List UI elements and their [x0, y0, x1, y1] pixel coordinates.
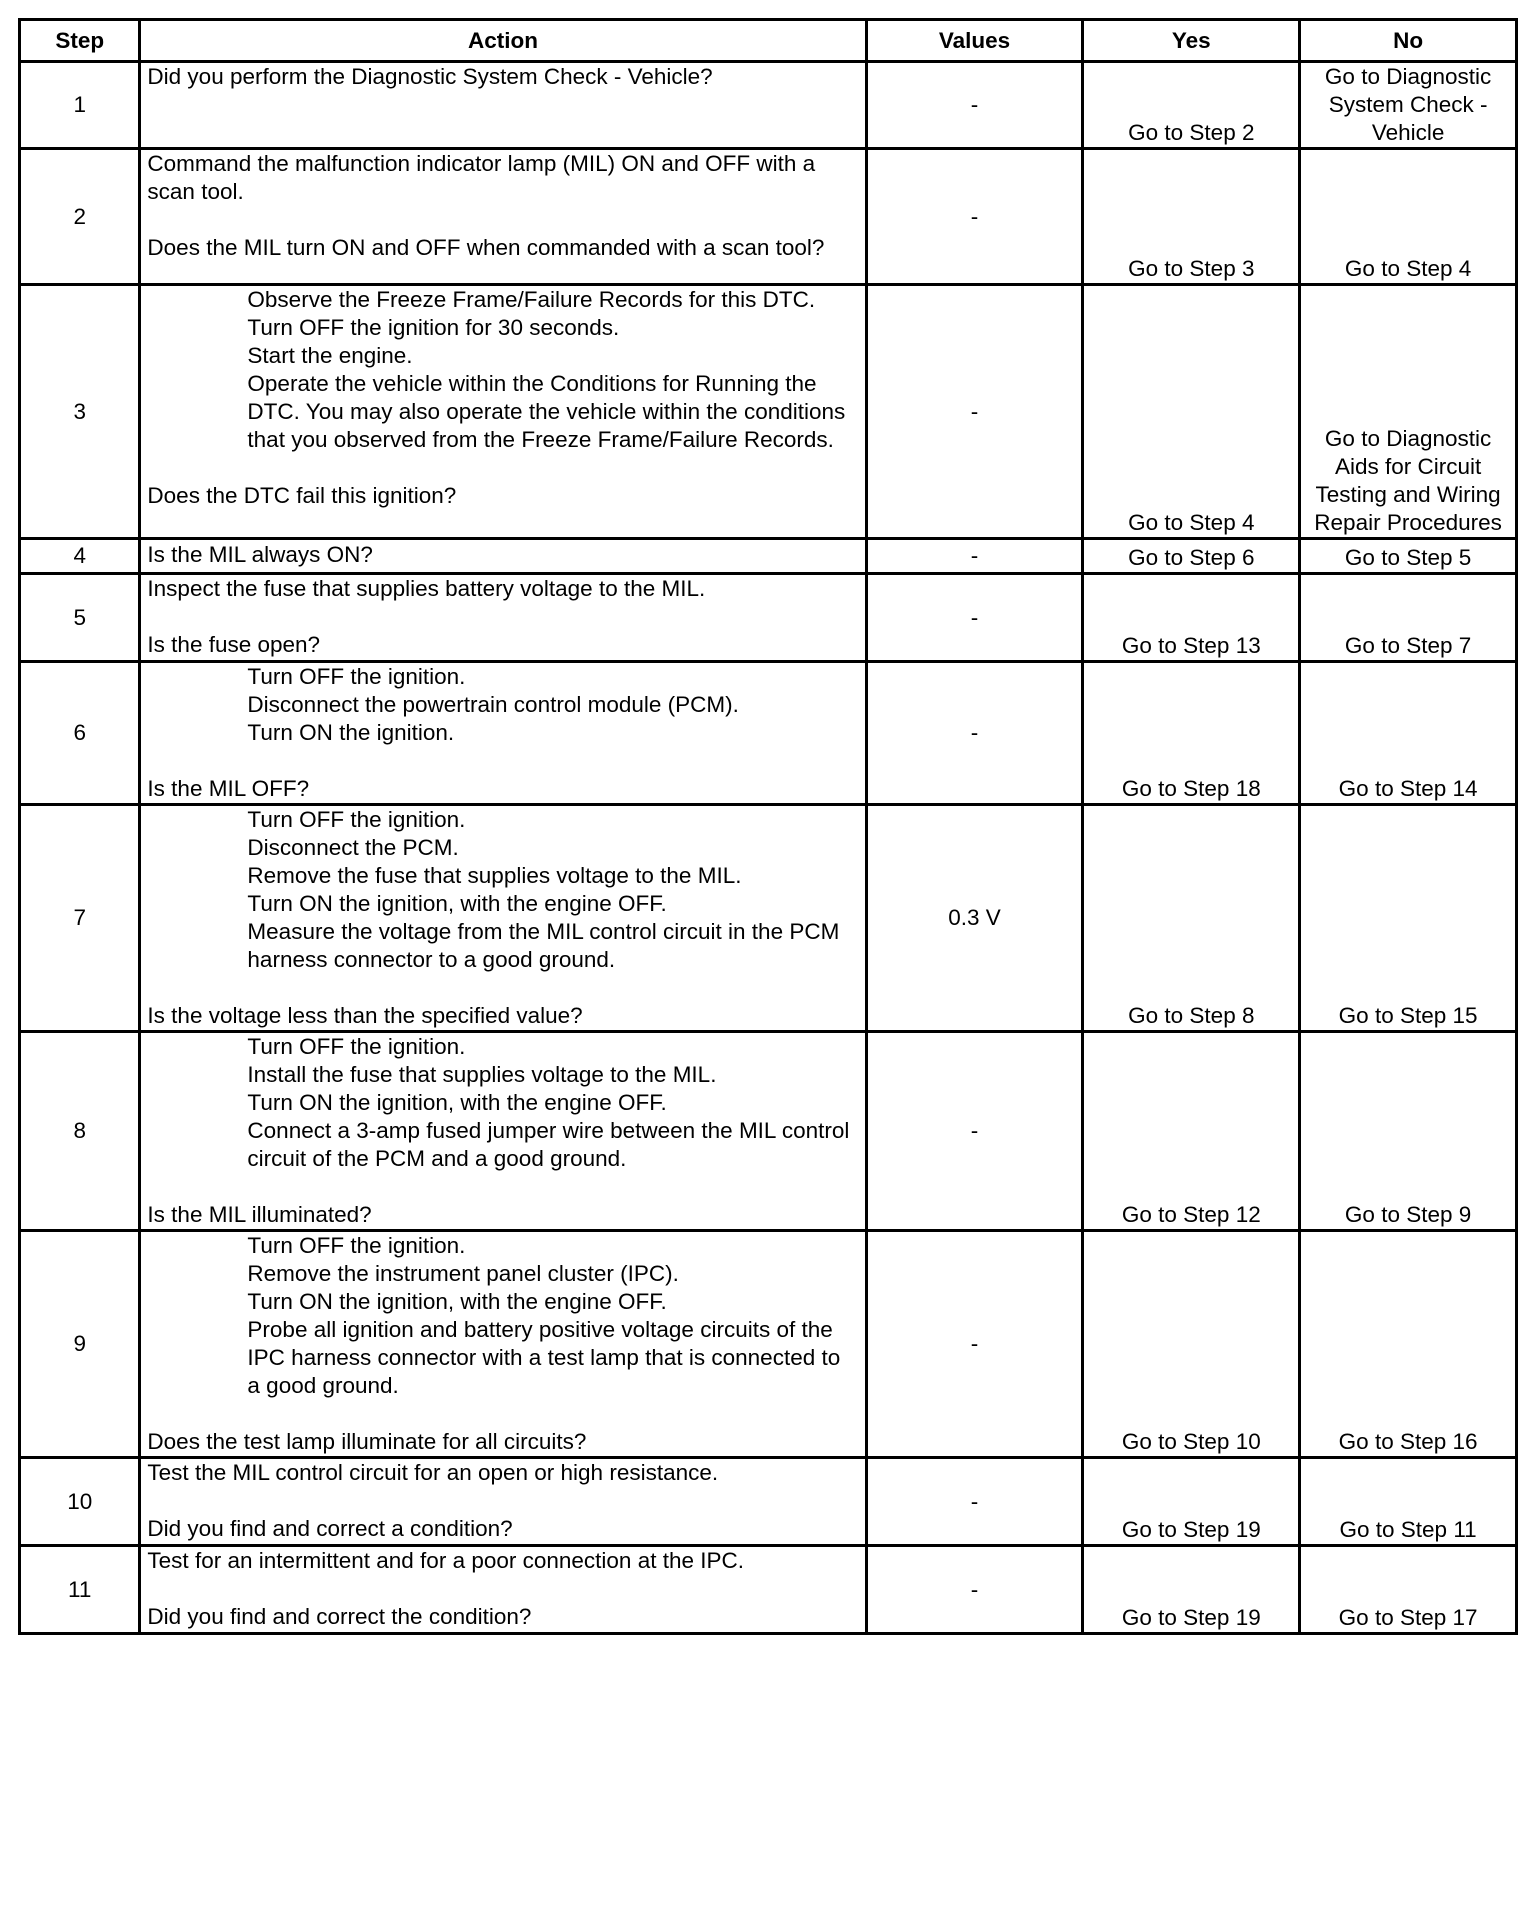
- step-number: 1: [20, 62, 140, 149]
- action-question: Does the test lamp illuminate for all circuits?: [147, 1429, 587, 1454]
- yes-cell: Go to Step 4: [1083, 285, 1300, 539]
- no-cell: Go to Diagnostic Aids for Circuit Testing and Wiring Repair Procedures: [1300, 285, 1517, 539]
- action-substep: Measure the voltage from the MIL control circuit in the PCM harness connector to a good ground.: [247, 919, 846, 972]
- value-cell: -: [866, 1032, 1083, 1231]
- no-cell: Go to Step 4: [1300, 149, 1517, 285]
- action-substep: Turn OFF the ignition.: [247, 1233, 466, 1258]
- table-row: [20, 149, 1517, 285]
- action-cell: [140, 574, 866, 662]
- action-substep: Operate the vehicle within the Conditions for Running the DTC. You may also operate the vehicle within the conditions that you observed from the Freeze Frame/Failure Records.: [247, 371, 852, 452]
- action-question: Did you find and correct the condition?: [147, 1604, 532, 1629]
- table-row: [20, 1546, 1517, 1634]
- action-question: Is the MIL illuminated?: [147, 1202, 372, 1227]
- no-cell: Go to Step 16: [1300, 1231, 1517, 1458]
- yes-cell: Go to Step 8: [1083, 805, 1300, 1032]
- action-cell: [140, 805, 866, 1032]
- action-substep: Start the engine.: [247, 343, 413, 368]
- action-question: Does the MIL turn ON and OFF when commanded with a scan tool?: [147, 235, 825, 260]
- table-row: [20, 1032, 1517, 1231]
- action-substep: Turn OFF the ignition.: [247, 807, 466, 832]
- table-row: [20, 1458, 1517, 1546]
- action-substep: Turn OFF the ignition.: [247, 664, 466, 689]
- action-substep: Connect a 3-amp fused jumper wire between the MIL control circuit of the PCM and a good ground.: [247, 1118, 856, 1171]
- step-number: 8: [20, 1032, 140, 1231]
- action-question: Is the voltage less than the specified value?: [147, 1003, 583, 1028]
- yes-cell: Go to Step 12: [1083, 1032, 1300, 1231]
- table-row: [20, 285, 1517, 539]
- step-number: 9: [20, 1231, 140, 1458]
- action-substep: Turn ON the ignition, with the engine OFF.: [247, 1090, 667, 1115]
- no-cell: Go to Step 14: [1300, 662, 1517, 805]
- action-question: Did you find and correct a condition?: [147, 1516, 513, 1541]
- step-number: 4: [20, 539, 140, 574]
- action-question: Did you perform the Diagnostic System Check - Vehicle?: [147, 64, 713, 89]
- action-substep: Turn OFF the ignition for 30 seconds.: [247, 315, 620, 340]
- table-row: [20, 805, 1517, 1032]
- action-substep: Disconnect the powertrain control module (PCM).: [247, 692, 739, 717]
- action-substep: Disconnect the PCM.: [247, 835, 459, 860]
- header-step: Step: [20, 20, 140, 62]
- action-cell: [140, 1231, 866, 1458]
- action-question: Is the MIL OFF?: [147, 776, 310, 801]
- no-cell: Go to Step 11: [1300, 1458, 1517, 1546]
- action-cell: [140, 662, 866, 805]
- action-question: Is the fuse open?: [147, 632, 321, 657]
- action-cell: [140, 1032, 866, 1231]
- no-cell: Go to Step 9: [1300, 1032, 1517, 1231]
- step-number: 5: [20, 574, 140, 662]
- yes-cell: Go to Step 3: [1083, 149, 1300, 285]
- no-cell: Go to Step 5: [1300, 539, 1517, 574]
- action-substep: Observe the Freeze Frame/Failure Records for this DTC.: [247, 287, 816, 312]
- header-values: Values: [866, 20, 1083, 62]
- table-header-row: [20, 20, 1517, 62]
- value-cell: 0.3 V: [866, 805, 1083, 1032]
- action-intro: Inspect the fuse that supplies battery voltage to the MIL.: [147, 576, 706, 601]
- action-substep: Turn ON the ignition.: [247, 720, 455, 745]
- table-row: [20, 1231, 1517, 1458]
- value-cell: -: [866, 1231, 1083, 1458]
- action-substep: Turn ON the ignition, with the engine OFF.: [247, 891, 667, 916]
- yes-cell: Go to Step 2: [1083, 62, 1300, 149]
- table-row: [20, 62, 1517, 149]
- no-cell: Go to Diagnostic System Check - Vehicle: [1300, 62, 1517, 149]
- value-cell: -: [866, 285, 1083, 539]
- step-number: 2: [20, 149, 140, 285]
- value-cell: -: [866, 662, 1083, 805]
- yes-cell: Go to Step 19: [1083, 1546, 1300, 1634]
- no-cell: Go to Step 15: [1300, 805, 1517, 1032]
- diagnostic-table: [18, 18, 1518, 1635]
- action-question: Does the DTC fail this ignition?: [147, 483, 457, 508]
- yes-cell: Go to Step 10: [1083, 1231, 1300, 1458]
- action-cell: [140, 1546, 866, 1634]
- value-cell: -: [866, 574, 1083, 662]
- action-cell: [140, 285, 866, 539]
- step-number: 6: [20, 662, 140, 805]
- yes-cell: Go to Step 18: [1083, 662, 1300, 805]
- step-number: 3: [20, 285, 140, 539]
- action-cell: [140, 539, 866, 574]
- no-cell: Go to Step 17: [1300, 1546, 1517, 1634]
- no-cell: Go to Step 7: [1300, 574, 1517, 662]
- table-row: [20, 574, 1517, 662]
- action-intro: Test for an intermittent and for a poor connection at the IPC.: [147, 1548, 745, 1573]
- table-row: [20, 662, 1517, 805]
- action-substep: Remove the instrument panel cluster (IPC).: [247, 1261, 679, 1286]
- table-row: [20, 539, 1517, 574]
- value-cell: -: [866, 1458, 1083, 1546]
- action-cell: [140, 149, 866, 285]
- action-question: Is the MIL always ON?: [147, 542, 373, 567]
- value-cell: -: [866, 539, 1083, 574]
- yes-cell: Go to Step 19: [1083, 1458, 1300, 1546]
- action-cell: [140, 1458, 866, 1546]
- action-substep: Install the fuse that supplies voltage to the MIL.: [247, 1062, 717, 1087]
- yes-cell: Go to Step 13: [1083, 574, 1300, 662]
- header-action: Action: [140, 20, 866, 62]
- value-cell: -: [866, 149, 1083, 285]
- header-no: No: [1300, 20, 1517, 62]
- action-substep: Turn ON the ignition, with the engine OFF.: [247, 1289, 667, 1314]
- yes-cell: Go to Step 6: [1083, 539, 1300, 574]
- step-number: 10: [20, 1458, 140, 1546]
- value-cell: -: [866, 62, 1083, 149]
- action-intro: Test the MIL control circuit for an open or high resistance.: [147, 1460, 719, 1485]
- action-intro: Command the malfunction indicator lamp (MIL) ON and OFF with a scan tool.: [147, 151, 822, 204]
- step-number: 7: [20, 805, 140, 1032]
- action-substep: Probe all ignition and battery positive voltage circuits of the IPC harness connector with a test lamp that is connected to a good ground.: [247, 1317, 847, 1398]
- value-cell: -: [866, 1546, 1083, 1634]
- header-yes: Yes: [1083, 20, 1300, 62]
- action-substep: Remove the fuse that supplies voltage to the MIL.: [247, 863, 742, 888]
- step-number: 11: [20, 1546, 140, 1634]
- action-cell: [140, 62, 866, 149]
- action-substep: Turn OFF the ignition.: [247, 1034, 466, 1059]
